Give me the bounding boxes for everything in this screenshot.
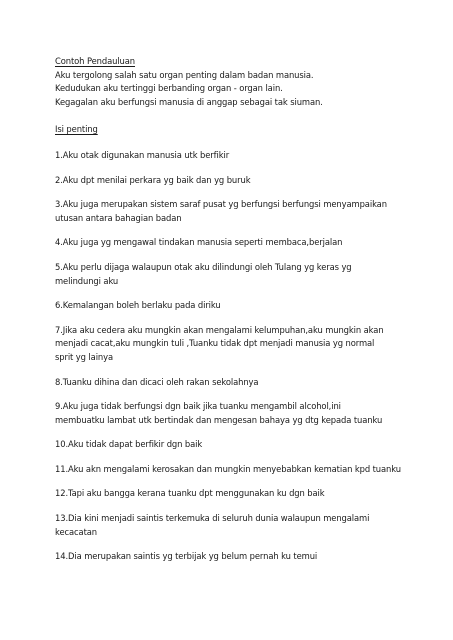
point-item [55,512,425,539]
intro-line: Aku tergolong salah satu organ penting dalam badan manusia. [55,69,314,80]
point-text: 3.Aku juga merupakan sistem saraf pusat yg berfungsi berfungsi menyampaikan utusan antara bahagian badan [55,199,387,223]
point-item [55,149,425,163]
point-item [55,299,425,313]
point-text: 14.Dia merupakan saintis yg terbijak yg belum pernah ku temui [55,551,318,562]
point-text: 4.Aku juga yg mengawal tindakan manusia seperti membaca,berjalan [55,237,343,248]
point-item [55,463,425,477]
intro-line: Kegagalan aku berfungsi manusia di anggap sebagai tak siuman. [55,96,323,107]
document-body [55,55,425,564]
point-text: 10.Aku tidak dapat berfikir dgn baik [55,439,203,450]
section-spacer [55,109,425,123]
point-text: 13.Dia kini menjadi saintis terkemuka di seluruh dunia walaupun mengalami kecacatan [55,513,370,537]
point-text: 8.Tuanku dihina dan dicaci oleh rakan sekolahnya [55,376,259,387]
point-text: 9.Aku juga tidak berfungsi dgn baik jika tuanku mengambil alcohol,ini membuatku lambat utk bertindak dan mengesan bahaya yg dtg kepada tuanku [55,401,383,425]
point-text: 1.Aku otak digunakan manusia utk berfikir [55,149,230,160]
point-item [55,438,425,452]
main-points-heading: Isi penting [55,124,98,135]
point-text: 6.Kemalangan boleh berlaku pada diriku [55,300,221,311]
point-text: 11.Aku akn mengalami kerosakan dan mungkin menyebabkan kematian kpd tuanku [55,463,401,474]
point-item [55,376,425,390]
point-item [55,400,425,427]
point-item [55,324,425,365]
heading-spacer [55,137,425,149]
point-item [55,236,425,250]
point-text: 12.Tapi aku bangga kerana tuanku dpt menggunakan ku dgn baik [55,488,325,499]
point-text: 7.Jika aku cedera aku mungkin akan mengalami kelumpuhan,aku mungkin akan menjadi cacat,aku mungkin tuli ,Tuanku tidak dpt menjadi manusia yg normal sprit yg lainya [55,324,384,362]
point-item [55,198,425,225]
point-text: 5.Aku perlu dijaga walaupun otak aku dilindungi oleh Tulang yg keras yg melindungi aku [55,261,352,286]
point-item [55,174,425,188]
intro-heading: Contoh Pendauluan [55,56,136,66]
point-text: 2.Aku dpt menilai perkara yg baik dan yg buruk [55,174,251,185]
point-item [55,550,425,564]
point-item [55,261,425,288]
intro-line: Kedudukan aku tertinggi berbanding organ - organ lain. [55,83,283,94]
point-item [55,487,425,501]
